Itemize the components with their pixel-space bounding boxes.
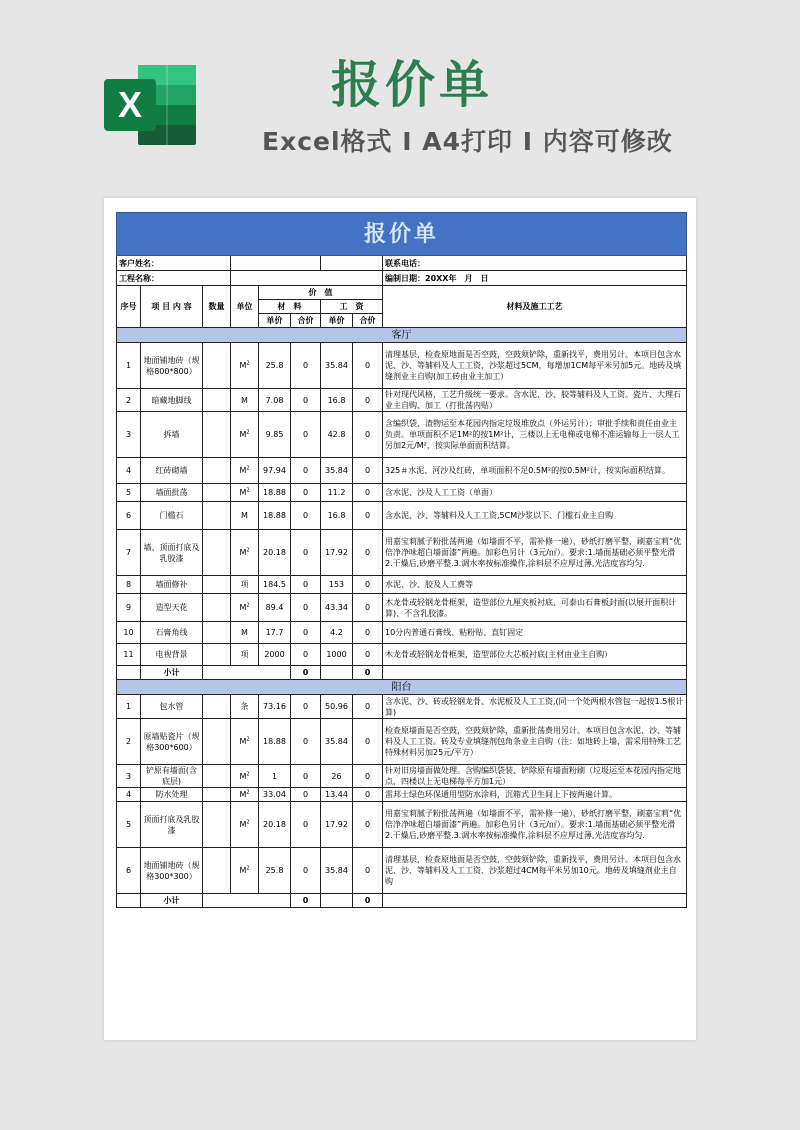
- row-qty[interactable]: [203, 458, 231, 484]
- row-material-unit-price: 7.08: [259, 389, 291, 412]
- row-process: 清理基层，检查原地面是否空鼓，空鼓须铲除，重新找平，费用另计。本项目包含水泥、沙、等辅料及人工工资，沙浆超过5CM，每增加1CM每平米另加5元。地砖及填缝剂业主自购(加工砖由业主加工）: [383, 343, 687, 389]
- row-labor-unit-price: 1000: [321, 644, 353, 666]
- row-material-unit-price: 17.7: [259, 622, 291, 644]
- quote-table: [116, 212, 687, 908]
- table-row: [117, 389, 687, 412]
- row-item: 铲原有墙面(含底层): [141, 765, 203, 788]
- row-unit: $M^2$: [231, 765, 259, 788]
- subtotal-material: 0: [291, 894, 321, 908]
- subtotal-material: 0: [291, 666, 321, 680]
- row-unit: $M^2$: [231, 458, 259, 484]
- row-process: 木龙骨或轻钢龙骨框架，造型部位九厘夹板衬底、可泰山石膏板封面(以展开面积计算)、不含乳胶漆。: [383, 594, 687, 622]
- row-material-unit-price: 25.8: [259, 343, 291, 389]
- row-qty[interactable]: [203, 389, 231, 412]
- col-material-unit-price: 单价: [259, 314, 291, 328]
- row-labor-unit-price: 35.84: [321, 343, 353, 389]
- customer-label: 客户姓名：: [117, 256, 231, 271]
- project-row: [117, 271, 687, 286]
- row-material-unit-price: 18.88: [259, 484, 291, 502]
- row-item: 暗藏地脚线: [141, 389, 203, 412]
- col-labor-unit-price: 单价: [321, 314, 353, 328]
- row-item: 原墙贴瓷片（规格300*600）: [141, 719, 203, 765]
- row-process: 检查原墙面是否空鼓，空鼓须铲除，重新批荡费用另计。本项目包含水泥、沙、等辅料及人工工资。砖及专业填缝剂包角条业主自购（注：如地砖上墙，需采用特殊工艺特殊材料另加25元/平方）: [383, 719, 687, 765]
- row-labor-unit-price: 42.8: [321, 412, 353, 458]
- row-qty[interactable]: [203, 695, 231, 719]
- phone-label: 联系电话：: [383, 256, 687, 271]
- row-labor-total: 0: [353, 622, 383, 644]
- row-item: 造型天花: [141, 594, 203, 622]
- header-row-1: [117, 286, 687, 300]
- row-labor-unit-price: 17.92: [321, 802, 353, 848]
- row-labor-unit-price: 13.44: [321, 788, 353, 802]
- row-labor-unit-price: 11.2: [321, 484, 353, 502]
- subtotal-label: 小计: [141, 894, 203, 908]
- col-labor: 工 资: [321, 300, 383, 314]
- row-unit: $M^2$: [231, 484, 259, 502]
- row-material-unit-price: 20.18: [259, 802, 291, 848]
- row-unit: $M^2$: [231, 802, 259, 848]
- row-material-unit-price: 73.16: [259, 695, 291, 719]
- row-item: 红砖砌墙: [141, 458, 203, 484]
- row-no: 4: [117, 458, 141, 484]
- row-process: 针对旧房墙面做处理。含购编织袋装、铲除原有墙面粉刷（垃圾运至本花园内指定地点，四楼以上无电梯每平方加1元）: [383, 765, 687, 788]
- table-row: [117, 576, 687, 594]
- row-labor-unit-price: 26: [321, 765, 353, 788]
- row-process: 含编织袋、渣物运至本花园内指定垃圾堆放点（外运另计）；审批手续和责任由业主负责。单项面积不足1M²的按1M²计，三楼以上无电梯或电梯不准运输每上一层人工另加2元/M²，按实际单面面积结算。: [383, 412, 687, 458]
- row-qty[interactable]: [203, 484, 231, 502]
- row-qty[interactable]: [203, 594, 231, 622]
- svg-text:X: X: [117, 84, 143, 125]
- table-row: [117, 695, 687, 719]
- row-item: 石膏角线: [141, 622, 203, 644]
- subtotal-row: [117, 894, 687, 908]
- row-item: 拆墙: [141, 412, 203, 458]
- row-labor-total: 0: [353, 412, 383, 458]
- row-qty[interactable]: [203, 343, 231, 389]
- row-qty[interactable]: [203, 412, 231, 458]
- row-material-unit-price: 2000: [259, 644, 291, 666]
- row-process: 325＃水泥、河沙及红砖，单项面积不足0.5M²的按0.5M²计，按实际面积结算。: [383, 458, 687, 484]
- row-labor-total: 0: [353, 343, 383, 389]
- row-material-total: 0: [291, 576, 321, 594]
- row-no: 2: [117, 389, 141, 412]
- row-material-total: 0: [291, 530, 321, 576]
- excel-x-logo-icon: [100, 55, 200, 155]
- row-process: 含水泥、沙、砖或轻钢龙骨、水泥板及人工工资,(同一个处两根水管包一起按1.5根计算): [383, 695, 687, 719]
- table-row: [117, 343, 687, 389]
- row-material-total: 0: [291, 644, 321, 666]
- superscript-2: 2: [246, 789, 250, 796]
- page-title: 报价单: [331, 56, 493, 114]
- row-item: 墙、顶面打底及乳胶漆: [141, 530, 203, 576]
- row-qty[interactable]: [203, 622, 231, 644]
- row-qty[interactable]: [203, 788, 231, 802]
- row-qty[interactable]: [203, 530, 231, 576]
- page-subtitle: Excel格式 Ⅰ A4打印 Ⅰ 内容可修改: [262, 127, 673, 156]
- col-unit: 单位: [231, 286, 259, 328]
- row-process: 含水泥、沙、等辅料及人工工资,5CM沙浆以下、门槛石业主自购: [383, 502, 687, 530]
- col-material: 材 料: [259, 300, 321, 314]
- project-label: 工程名称：: [117, 271, 231, 286]
- superscript-2: 2: [246, 360, 250, 367]
- subtotal-label: 小计: [141, 666, 203, 680]
- row-labor-total: 0: [353, 576, 383, 594]
- row-unit: $M^2$: [231, 788, 259, 802]
- row-process: 针对现代风格，工艺升级统一要求。含水泥、沙、胶等辅料及人工资。瓷片、大理石业主自购、加工（打批荡内贴）: [383, 389, 687, 412]
- row-no: 5: [117, 802, 141, 848]
- row-item: 门槛石: [141, 502, 203, 530]
- row-material-unit-price: 20.18: [259, 530, 291, 576]
- row-labor-total: 0: [353, 484, 383, 502]
- superscript-2: 2: [246, 487, 250, 494]
- row-material-total: 0: [291, 848, 321, 894]
- row-material-total: 0: [291, 458, 321, 484]
- section-title: 阳台: [117, 680, 687, 695]
- row-no: 7: [117, 530, 141, 576]
- superscript-2: 2: [246, 865, 250, 872]
- section-row: [117, 680, 687, 695]
- row-no: 4: [117, 788, 141, 802]
- row-labor-unit-price: 16.8: [321, 389, 353, 412]
- subtotal-row: [117, 666, 687, 680]
- subtotal-blank: [203, 666, 291, 680]
- row-material-total: 0: [291, 765, 321, 788]
- customer-value[interactable]: [231, 256, 321, 271]
- row-labor-unit-price: 153: [321, 576, 353, 594]
- row-material-unit-price: 184.5: [259, 576, 291, 594]
- row-no: 3: [117, 765, 141, 788]
- banner-title: 报价单: [117, 213, 687, 256]
- row-process: 雷邦士绿色环保通用型防水涂料，沉箱式卫生间上下按两遍计算。: [383, 788, 687, 802]
- row-material-unit-price: 18.88: [259, 719, 291, 765]
- row-material-unit-price: 25.8: [259, 848, 291, 894]
- row-unit: 项: [231, 576, 259, 594]
- row-no: 8: [117, 576, 141, 594]
- row-unit: $M^2$: [231, 412, 259, 458]
- row-unit: $M^2$: [231, 719, 259, 765]
- row-material-unit-price: 97.94: [259, 458, 291, 484]
- row-no: 3: [117, 412, 141, 458]
- excel-logo: [100, 55, 200, 155]
- superscript-2: 2: [246, 736, 250, 743]
- table-row: [117, 788, 687, 802]
- row-no: 5: [117, 484, 141, 502]
- row-labor-total: 0: [353, 389, 383, 412]
- row-material-total: 0: [291, 389, 321, 412]
- row-item: 墙面修补: [141, 576, 203, 594]
- row-qty[interactable]: [203, 802, 231, 848]
- row-unit: M: [231, 389, 259, 412]
- banner-row: [117, 213, 687, 256]
- subtotal-blank: [203, 894, 291, 908]
- row-qty[interactable]: [203, 719, 231, 765]
- col-process: 材料及施工工艺: [383, 286, 687, 328]
- section-title: 客厅: [117, 328, 687, 343]
- row-process: 用嘉宝莉腻子粉批荡两遍（如墙面不平，需补修一遍），砂纸打磨平整，刷嘉宝莉“优倍净净味超白墙面漆”两遍。加彩色另计（3元/㎡）。要求:1.墙面基础必须平整光滑 2.干燥后,砂磨平整.3.调水率按标准操作,涂料层不应厚过薄,光洁度容均匀.: [383, 802, 687, 848]
- row-no: 1: [117, 343, 141, 389]
- superscript-2: 2: [246, 819, 250, 826]
- row-labor-unit-price: 50.96: [321, 695, 353, 719]
- table-row: [117, 502, 687, 530]
- row-unit: M: [231, 622, 259, 644]
- row-material-total: 0: [291, 802, 321, 848]
- row-qty[interactable]: [203, 765, 231, 788]
- subtotal-labor: 0: [353, 666, 383, 680]
- row-labor-total: 0: [353, 502, 383, 530]
- date-label: 编制日期：20XX年 月 日: [383, 271, 687, 286]
- table-row: [117, 484, 687, 502]
- section-row: [117, 328, 687, 343]
- row-material-total: 0: [291, 719, 321, 765]
- row-labor-unit-price: 43.34: [321, 594, 353, 622]
- row-no: 9: [117, 594, 141, 622]
- row-no: 10: [117, 622, 141, 644]
- row-qty[interactable]: [203, 848, 231, 894]
- row-material-total: 0: [291, 502, 321, 530]
- row-labor-total: 0: [353, 719, 383, 765]
- project-value[interactable]: [231, 271, 383, 286]
- superscript-2: 2: [246, 547, 250, 554]
- row-process: 清理基层，检查原地面是否空鼓，空鼓须铲除，重新找平，费用另计。本项目包含水泥、沙、等辅料及人工工资、沙浆超过4CM每平米另加10元。地砖及填缝剂业主自购: [383, 848, 687, 894]
- superscript-2: 2: [246, 465, 250, 472]
- row-labor-total: 0: [353, 530, 383, 576]
- row-process: 10分内普通石膏线、粘粉贴、直钉固定: [383, 622, 687, 644]
- row-no: 6: [117, 848, 141, 894]
- quote-sheet-paper: [104, 198, 696, 1040]
- row-item: 防水处理: [141, 788, 203, 802]
- superscript-2: 2: [246, 429, 250, 436]
- row-labor-total: 0: [353, 765, 383, 788]
- table-row: [117, 622, 687, 644]
- row-material-unit-price: 9.85: [259, 412, 291, 458]
- row-material-unit-price: 18.88: [259, 502, 291, 530]
- row-item: 包水管: [141, 695, 203, 719]
- subtotal-blank: [117, 894, 141, 908]
- row-process: 木龙骨或轻钢龙骨框架，造型部位大芯板衬底(主材由业主自购）: [383, 644, 687, 666]
- row-material-unit-price: 33.04: [259, 788, 291, 802]
- row-item: 墙面批荡: [141, 484, 203, 502]
- row-qty[interactable]: [203, 502, 231, 530]
- row-item: 地面铺地砖（规格800*800）: [141, 343, 203, 389]
- row-no: 2: [117, 719, 141, 765]
- row-labor-total: 0: [353, 458, 383, 484]
- table-row: [117, 594, 687, 622]
- row-material-total: 0: [291, 412, 321, 458]
- subtotal-blank: [321, 894, 353, 908]
- row-unit: M: [231, 502, 259, 530]
- table-row: [117, 719, 687, 765]
- row-material-total: 0: [291, 484, 321, 502]
- col-no: 序号: [117, 286, 141, 328]
- row-material-total: 0: [291, 622, 321, 644]
- table-row: [117, 765, 687, 788]
- row-labor-unit-price: 4.2: [321, 622, 353, 644]
- subtotal-blank: [383, 894, 687, 908]
- row-labor-total: 0: [353, 695, 383, 719]
- row-material-total: 0: [291, 695, 321, 719]
- row-labor-total: 0: [353, 644, 383, 666]
- row-process: 水泥、沙、胶及人工费等: [383, 576, 687, 594]
- row-labor-total: 0: [353, 594, 383, 622]
- row-material-total: 0: [291, 788, 321, 802]
- row-unit: $M^2$: [231, 343, 259, 389]
- row-labor-unit-price: 16.8: [321, 502, 353, 530]
- row-process: 含水泥、沙及人工工资（单面）: [383, 484, 687, 502]
- table-row: [117, 802, 687, 848]
- row-no: 6: [117, 502, 141, 530]
- row-labor-unit-price: 35.84: [321, 458, 353, 484]
- row-unit: 项: [231, 644, 259, 666]
- col-item: 项 目 内 容: [141, 286, 203, 328]
- customer-row: [117, 256, 687, 271]
- quote-table-wrapper: [116, 212, 686, 908]
- table-row: [117, 644, 687, 666]
- row-process: 用嘉宝莉腻子粉批荡两遍（如墙面不平，需补修一遍），砂纸打磨平整，刷嘉宝莉“优倍净净味超白墙面漆”两遍。加彩色另计（3元/㎡）。要求:1.墙面基础必须平整光滑 2.干燥后,砂磨平整.3.调水率按标准操作,涂料层不应厚过薄,光洁度容均匀.: [383, 530, 687, 576]
- superscript-2: 2: [246, 770, 250, 777]
- row-qty[interactable]: [203, 576, 231, 594]
- row-qty[interactable]: [203, 644, 231, 666]
- subtotal-blank: [321, 666, 353, 680]
- row-labor-total: 0: [353, 802, 383, 848]
- col-material-total: 合价: [291, 314, 321, 328]
- col-labor-total: 合价: [353, 314, 383, 328]
- row-unit: $M^2$: [231, 848, 259, 894]
- subtotal-blank: [383, 666, 687, 680]
- row-material-unit-price: 1: [259, 765, 291, 788]
- row-labor-unit-price: 35.84: [321, 848, 353, 894]
- row-labor-total: 0: [353, 848, 383, 894]
- col-qty: 数量: [203, 286, 231, 328]
- row-labor-total: 0: [353, 788, 383, 802]
- row-item: 顶面打底及乳胶漆: [141, 802, 203, 848]
- row-labor-unit-price: 17.92: [321, 530, 353, 576]
- table-row: [117, 458, 687, 484]
- customer-value-2[interactable]: [321, 256, 383, 271]
- row-material-total: 0: [291, 343, 321, 389]
- row-unit: 条: [231, 695, 259, 719]
- superscript-2: 2: [246, 602, 250, 609]
- row-item: 电视背景: [141, 644, 203, 666]
- row-no: 1: [117, 695, 141, 719]
- table-row: [117, 412, 687, 458]
- table-row: [117, 848, 687, 894]
- row-labor-unit-price: 35.84: [321, 719, 353, 765]
- row-no: 11: [117, 644, 141, 666]
- col-price: 价 值: [259, 286, 383, 300]
- subtotal-blank: [117, 666, 141, 680]
- subtotal-labor: 0: [353, 894, 383, 908]
- table-row: [117, 530, 687, 576]
- row-unit: $M^2$: [231, 530, 259, 576]
- row-material-unit-price: 89.4: [259, 594, 291, 622]
- row-item: 地面铺地砖（规格300*300）: [141, 848, 203, 894]
- row-unit: $M^2$: [231, 594, 259, 622]
- row-material-total: 0: [291, 594, 321, 622]
